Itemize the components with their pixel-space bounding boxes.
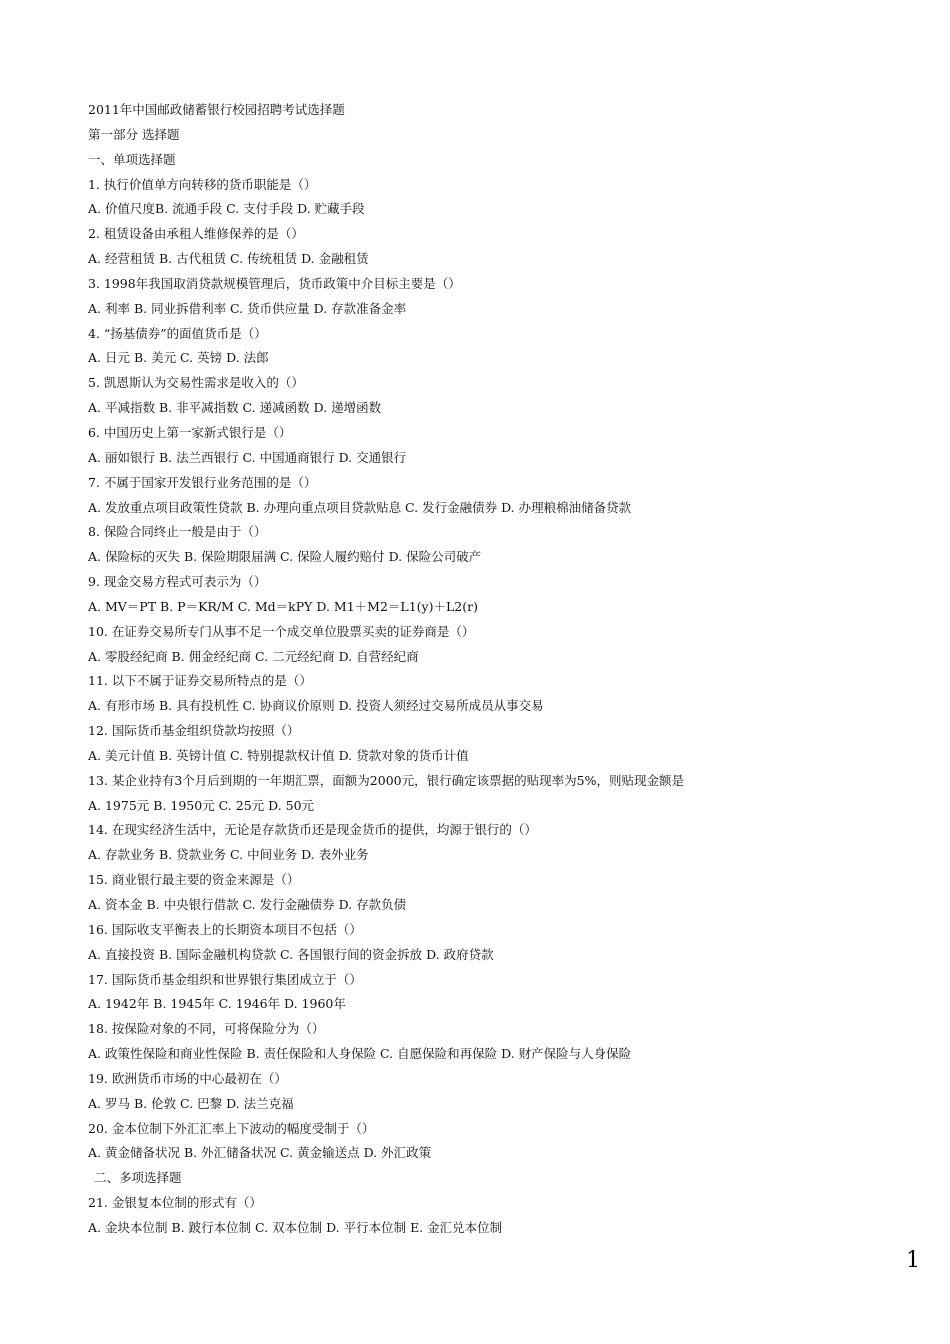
- text-line: A. MV＝PT B. P＝KR/M C. Md＝kPY D. M1＋M2＝L1(y)＋L2(r): [88, 598, 478, 614]
- text-line: 2. 租赁设备由承租人维修保养的是（）: [88, 226, 304, 242]
- page-number: 1: [906, 1248, 920, 1273]
- text-line: 17. 国际货币基金组织和世界银行集团成立于（）: [88, 971, 362, 987]
- text-line: 8. 保险合同终止一般是由于（）: [88, 524, 267, 540]
- text-line: A. 平减指数 B. 非平减指数 C. 递减函数 D. 递增函数: [88, 400, 382, 416]
- text-line: 7. 不属于国家开发银行业务范围的是（）: [88, 474, 317, 490]
- text-line: 14. 在现实经济生活中，无论是存款货币还是现金货币的提供，均源于银行的（）: [88, 822, 537, 838]
- text-line: A. 金块本位制 B. 跛行本位制 C. 双本位制 D. 平行本位制 E. 金汇兑本位制: [88, 1219, 503, 1235]
- text-line: 5. 凯恩斯认为交易性需求是收入的（）: [88, 375, 304, 391]
- text-line: 18. 按保险对象的不同，可将保险分为（）: [88, 1021, 325, 1037]
- text-line: 16. 国际收支平衡表上的长期资本项目不包括（）: [88, 921, 362, 937]
- text-line: 二、多项选择题: [94, 1170, 182, 1186]
- text-line: A. 罗马 B. 伦敦 C. 巴黎 D. 法兰克福: [88, 1095, 294, 1111]
- text-line: A. 黄金储备状况 B. 外汇储备状况 C. 黄金输送点 D. 外汇政策: [88, 1145, 432, 1161]
- text-line: A. 经营租赁 B. 古代租赁 C. 传统租赁 D. 金融租赁: [88, 251, 369, 267]
- text-line: 一、单项选择题: [88, 151, 176, 167]
- text-line: A. 有形市场 B. 具有投机性 C. 协商议价原则 D. 投资人须经过交易所成员从事交易: [88, 698, 544, 714]
- text-line: A. 丽如银行 B. 法兰西银行 C. 中国通商银行 D. 交通银行: [88, 449, 407, 465]
- text-line: 11. 以下不属于证券交易所特点的是（）: [88, 673, 312, 689]
- text-line: A. 1942年 B. 1945年 C. 1946年 D. 1960年: [88, 996, 346, 1012]
- text-line: A. 发放重点项目政策性贷款 B. 办理向重点项目贷款贴息 C. 发行金融债券 D. 办理粮棉油储备贷款: [88, 499, 632, 515]
- text-line: 21. 金银复本位制的形式有（）: [88, 1195, 262, 1211]
- text-line: 6. 中国历史上第一家新式银行是（）: [88, 424, 292, 440]
- text-line: 第一部分 选择题: [88, 126, 180, 142]
- text-line: 4. “扬基债券”的面值货币是（）: [88, 325, 267, 341]
- text-line: 10. 在证券交易所专门从事不足一个成交单位股票买卖的证券商是（）: [88, 623, 475, 639]
- text-line: 9. 现金交易方程式可表示为（）: [88, 574, 267, 590]
- text-line: A. 美元计值 B. 英镑计值 C. 特别提款权计值 D. 贷款对象的货币计值: [88, 747, 469, 763]
- text-line: 19. 欧洲货币市场的中心最初在（）: [88, 1070, 287, 1086]
- text-line: A. 存款业务 B. 贷款业务 C. 中间业务 D. 表外业务: [88, 847, 369, 863]
- text-line: A. 日元 B. 美元 C. 英镑 D. 法郎: [88, 350, 269, 366]
- text-line: A. 价值尺度B. 流通手段 C. 支付手段 D. 贮藏手段: [88, 201, 365, 217]
- text-line: 20. 金本位制下外汇汇率上下波动的幅度受制于（）: [88, 1120, 375, 1136]
- text-line: 3. 1998年我国取消贷款规模管理后，货币政策中介目标主要是（）: [88, 275, 461, 291]
- text-line: A. 政策性保险和商业性保险 B. 责任保险和人身保险 C. 自愿保险和再保险 D. 财产保险与人身保险: [88, 1046, 632, 1062]
- text-line: A. 保险标的灭失 B. 保险期限届满 C. 保险人履约赔付 D. 保险公司破产: [88, 549, 482, 565]
- text-line: 2011年中国邮政储蓄银行校园招聘考试选择题: [88, 102, 345, 117]
- text-line: 12. 国际货币基金组织贷款均按照（）: [88, 723, 300, 739]
- text-line: 13. 某企业持有3个月后到期的一年期汇票，面额为2000元，银行确定该票据的贴现率为5%，则贴现金额是: [88, 772, 684, 788]
- document-body: [88, 98, 908, 1241]
- text-line: A. 零股经纪商 B. 佣金经纪商 C. 二元经纪商 D. 自营经纪商: [88, 648, 419, 664]
- text-line: A. 利率 B. 同业拆借利率 C. 货币供应量 D. 存款准备金率: [88, 300, 407, 316]
- text-line: 1. 执行价值单方向转移的货币职能是（）: [88, 176, 317, 192]
- text-line: A. 资本金 B. 中央银行借款 C. 发行金融债券 D. 存款负债: [88, 897, 407, 912]
- text-line: A. 1975元 B. 1950元 C. 25元 D. 50元: [88, 797, 315, 813]
- text-line: 15. 商业银行最主要的资金来源是（）: [88, 872, 300, 888]
- text-line: A. 直接投资 B. 国际金融机构贷款 C. 各国银行间的资金拆放 D. 政府贷款: [88, 946, 494, 962]
